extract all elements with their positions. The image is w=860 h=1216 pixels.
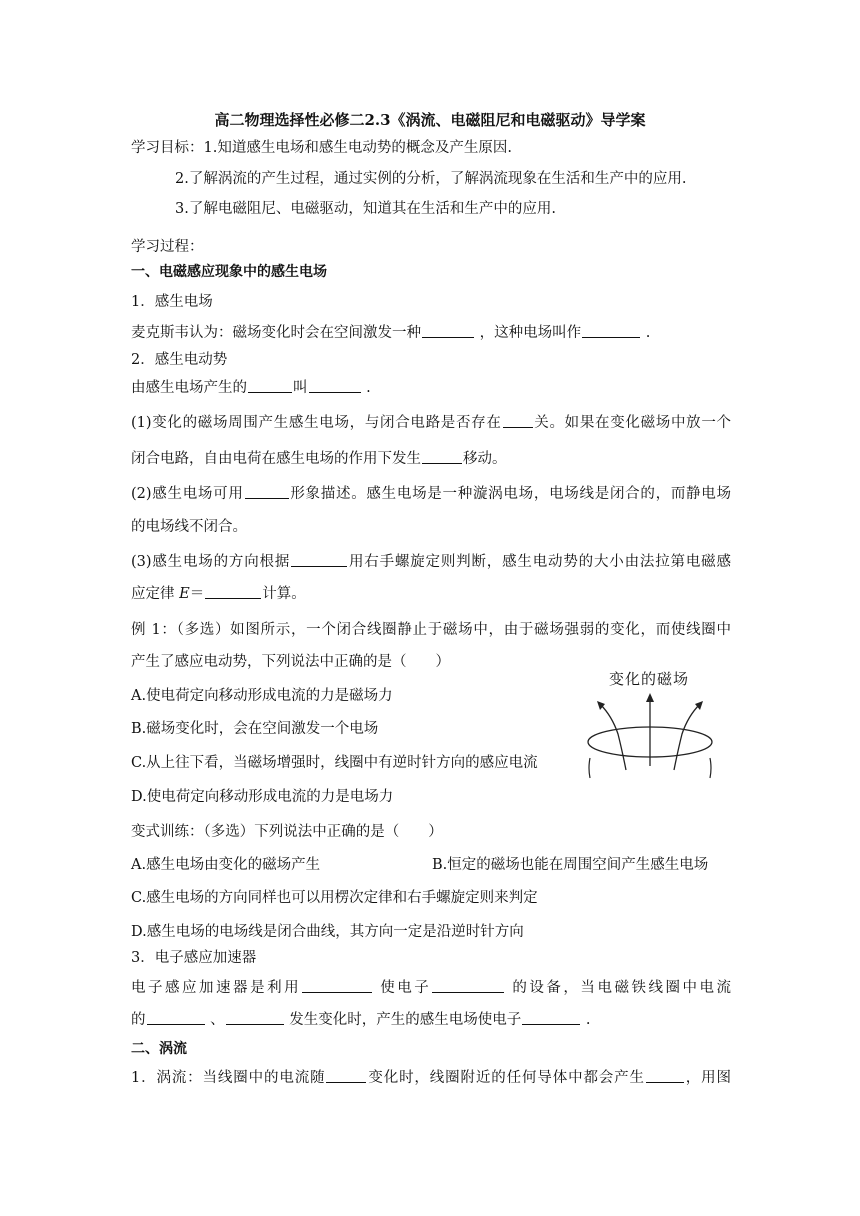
- example1-stem-line2: 产生了感应电动势，下列说法中正确的是（ ）: [131, 654, 450, 670]
- example1-option-c: C.从上往下看，当磁场增强时，线圈中有逆时针方向的感应电流: [131, 755, 538, 771]
- emf-statement: [131, 378, 371, 398]
- blank: [309, 378, 361, 393]
- text: 的设备，当电磁铁线圈中电流: [512, 980, 732, 996]
- blank: [205, 584, 261, 599]
- variant-option-a: A.感生电场由变化的磁场产生: [131, 857, 321, 873]
- maxwell-statement: [131, 323, 650, 343]
- text: .: [366, 380, 371, 396]
- text: (1)变化的磁场周围产生感生电场，与闭合电路是否存在: [131, 415, 502, 431]
- example1-option-b: B.磁场变化时，会在空间激发一个电场: [131, 721, 379, 737]
- text: 形象描述。感生电场是一种漩涡电场，电场线是闭合的，而静电场: [289, 486, 731, 502]
- example1-stem-line1: 例 1：（多选）如图所示，一个闭合线圈静止于磁场中，由于磁场强弱的变化，而使线圈中: [131, 622, 731, 638]
- text: 1．涡流：当线圈中的电流随: [131, 1070, 326, 1086]
- point-2-line1: [131, 484, 731, 504]
- text: 用右手螺旋定则判断，感生电动势的大小由法拉第电磁感: [348, 554, 731, 570]
- changing-magnetic-field-figure: [576, 668, 722, 783]
- text: 计算。: [262, 586, 306, 602]
- point-1-line2: [131, 449, 507, 469]
- variant-option-b: B.恒定的磁场也能在周围空间产生感生电场: [432, 857, 709, 873]
- section1-heading: 一、电磁感应现象中的感生电场: [131, 264, 327, 280]
- blank: [326, 1068, 366, 1083]
- text: 由感生电场产生的: [131, 380, 247, 396]
- text: ，这种电场叫作: [479, 325, 582, 341]
- text: 移动。: [463, 451, 507, 467]
- text: 电子感应加速器是利用: [131, 980, 302, 996]
- eddy-current-definition: [131, 1068, 731, 1088]
- text: .: [585, 1012, 591, 1028]
- example1-option-d: D.使电荷定向移动形成电流的力是电场力: [131, 789, 394, 805]
- text: 闭合电路，自由电荷在感生电场的作用下发生: [131, 451, 421, 467]
- variant-stem: 变式训练：（多选）下列说法中正确的是（ ）: [131, 824, 443, 840]
- subheading-accelerator: 3．电子感应加速器: [131, 950, 257, 966]
- emf-symbol: E: [179, 586, 190, 602]
- variant-option-c: C.感生电场的方向同样也可以用楞次定律和右手螺旋定则来判定: [131, 890, 538, 906]
- point-3-line2: [131, 584, 306, 604]
- objective-3: 3.了解电磁阻尼、电磁驱动，知道其在生活和生产中的应用.: [175, 201, 556, 217]
- text: 麦克斯韦认为：磁场变化时会在空间激发一种: [131, 325, 421, 341]
- text: .: [645, 325, 651, 341]
- accelerator-line1: [131, 978, 731, 998]
- text: 应定律: [131, 586, 175, 602]
- subheading-induced-field: 1．感生电场: [131, 294, 213, 310]
- text: 叫: [293, 380, 308, 396]
- accelerator-line2: [131, 1010, 590, 1030]
- objective-1: 学习目标：1.知道感生电场和感生电动势的概念及产生原因.: [131, 140, 512, 156]
- blank: [302, 978, 372, 993]
- blank: [582, 323, 640, 338]
- objective-2: 2.了解涡流的产生过程，通过实例的分析，了解涡流现象在生活和生产中的应用.: [175, 171, 687, 187]
- blank: [248, 378, 292, 393]
- blank: [422, 449, 462, 464]
- blank: [646, 1068, 684, 1083]
- text: 发生变化时，产生的感生电场使电子: [289, 1012, 522, 1028]
- section2-heading: 二、涡流: [131, 1041, 187, 1057]
- point-3-line1: [131, 552, 731, 572]
- blank: [291, 552, 347, 567]
- text: ，用图: [684, 1070, 732, 1086]
- text: 使电子: [380, 980, 432, 996]
- example1-option-a: A.使电荷定向移动形成电流的力是磁场力: [131, 688, 393, 704]
- point-1-line1: [131, 413, 731, 433]
- text: (2)感生电场可用: [131, 486, 244, 502]
- blank: [147, 1010, 205, 1025]
- subheading-induced-emf: 2．感生电动势: [131, 352, 228, 368]
- blank: [422, 323, 474, 338]
- figure-label: 变化的磁场: [608, 670, 689, 688]
- text: 、: [210, 1012, 225, 1028]
- process-label: 学习过程：: [131, 239, 204, 255]
- blank: [432, 978, 504, 993]
- blank: [226, 1010, 284, 1025]
- variant-option-d: D.感生电场的电场线是闭合曲线，其方向一定是沿逆时针方向: [131, 924, 524, 940]
- blank: [503, 413, 533, 428]
- blank: [522, 1010, 580, 1025]
- text: ＝: [189, 586, 205, 602]
- text: 关。如果在变化磁场中放一个: [533, 415, 732, 431]
- text: 的: [131, 1012, 146, 1028]
- text: (3)感生电场的方向根据: [131, 554, 291, 570]
- blank: [245, 484, 289, 499]
- point-2-line2: 的电场线不闭合。: [131, 519, 247, 535]
- document-title: 高二物理选择性必修二2.3《涡流、电磁阻尼和电磁驱动》导学案: [214, 111, 646, 129]
- text: 变化时，线圈附近的任何导体中都会产生: [367, 1070, 645, 1086]
